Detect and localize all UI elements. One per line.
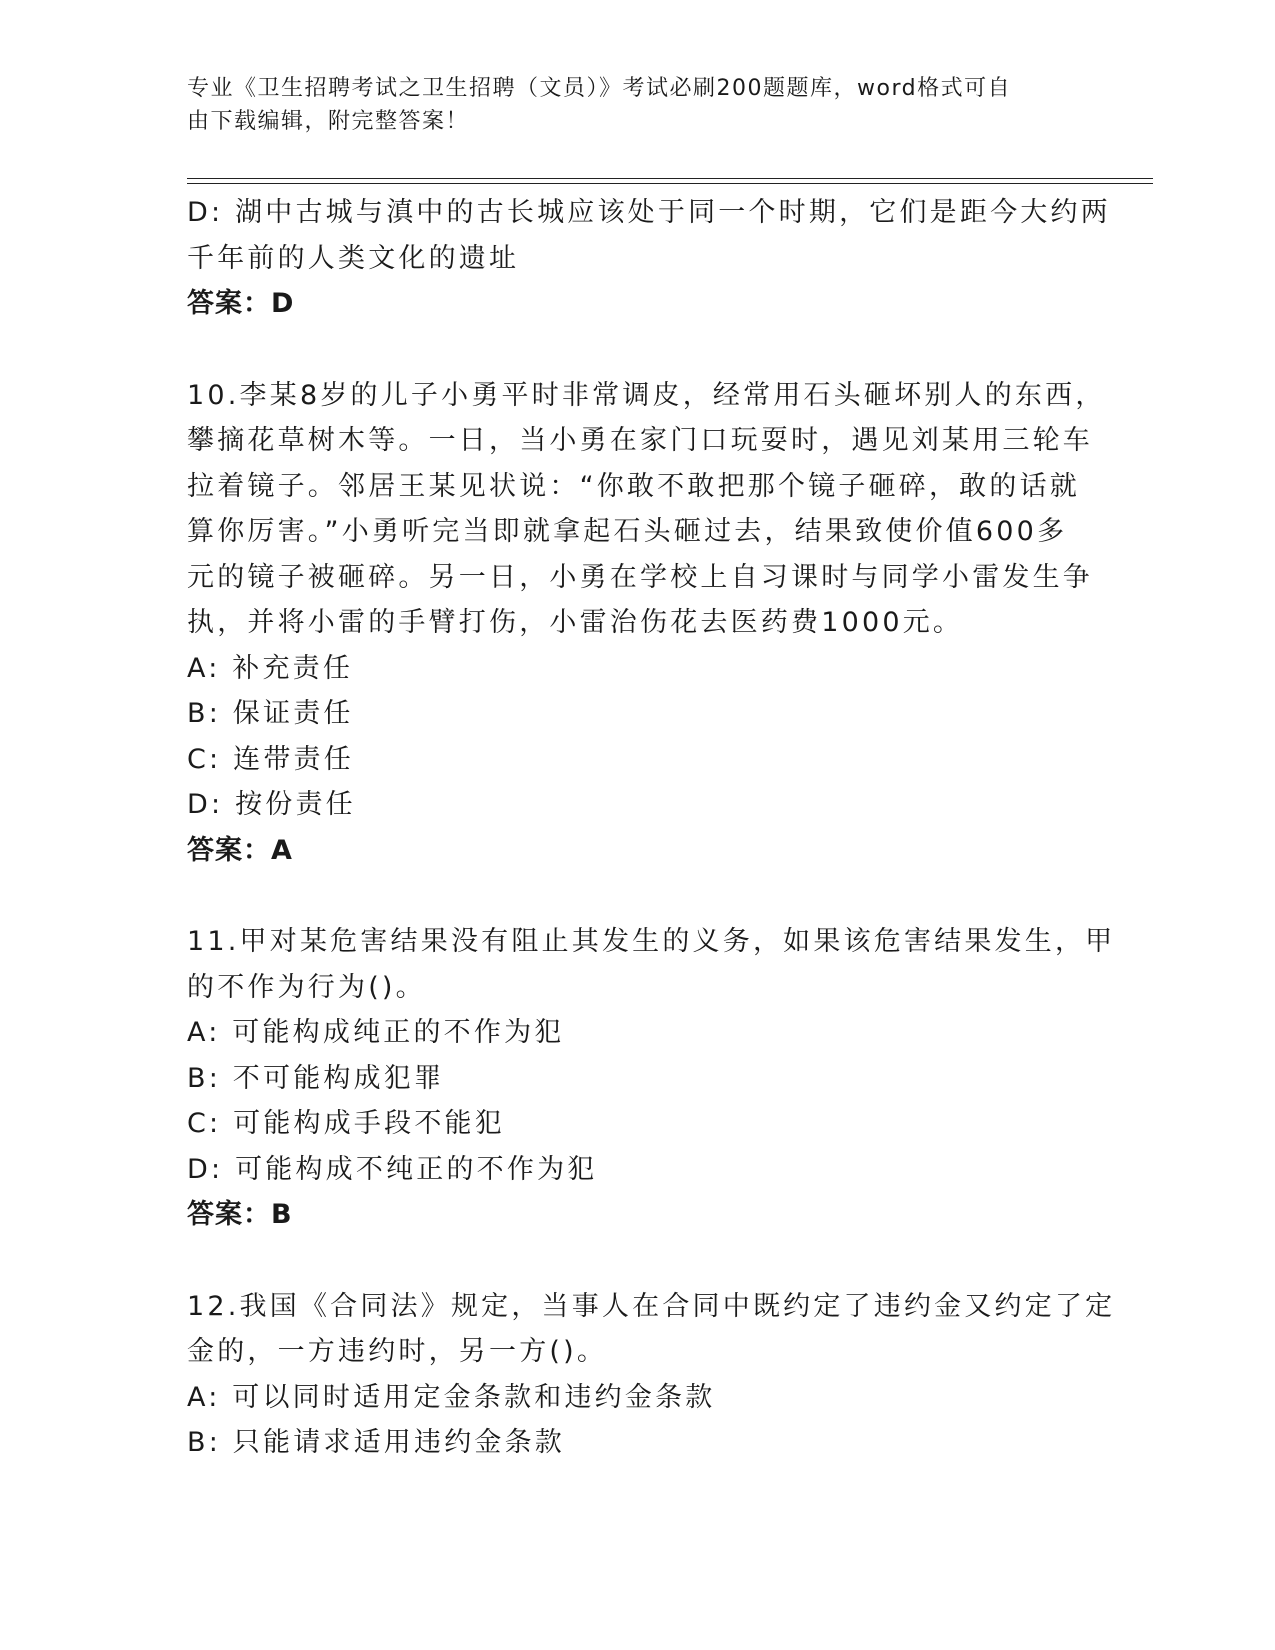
option-b: B: 只能请求适用违约金条款	[187, 1427, 566, 1458]
spacer	[187, 873, 1087, 919]
header-divider-top	[187, 178, 1153, 179]
spacer	[187, 1238, 1087, 1284]
spacer	[187, 327, 1087, 373]
answer: 答案：A	[187, 834, 293, 866]
option-d-line-1: D: 湖中古城与滇中的古长城应该处于同一个时期，它们是距今大约两	[187, 197, 1111, 228]
header-line-2: 由下载编辑，附完整答案！	[187, 109, 470, 134]
option-c: C: 可能构成手段不能犯	[187, 1108, 505, 1139]
question-text-line: 12.我国《合同法》规定，当事人在合同中既约定了违约金又约定了定	[187, 1290, 1116, 1322]
option-d-line-2: 千年前的人类文化的遗址	[187, 242, 520, 274]
question-11	[187, 919, 1116, 1238]
question-text-line: 元的镜子被砸碎。另一日，小勇在学校上自习课时与同学小雷发生争	[187, 561, 1093, 593]
question-list	[187, 190, 1116, 1466]
header-divider-bottom	[187, 183, 1153, 184]
option-d: D: 可能构成不纯正的不作为犯	[187, 1153, 598, 1185]
option-d: D: 按份责任	[187, 789, 356, 820]
question-10	[187, 373, 1106, 874]
question-text-line: 算你厉害。”小勇听完当即就拿起石头砸过去，结果致使价值600多	[187, 516, 1068, 547]
document-header	[187, 72, 1067, 138]
question-text-line: 的不作为行为()。	[187, 971, 426, 1003]
option-c: C: 连带责任	[187, 743, 354, 775]
question-text-line: 拉着镜子。邻居王某见状说：“你敢不敢把那个镜子砸碎，敢的话就	[187, 470, 1080, 502]
question-text-line: 执，并将小雷的手臂打伤，小雷治伤花去医药费1000元。	[187, 607, 964, 638]
question-text-line: 11.甲对某危害结果没有阻止其发生的义务，如果该危害结果发生，甲	[187, 926, 1116, 957]
question-text-line: 攀摘花草树木等。一日，当小勇在家门口玩耍时，遇见刘某用三轮车	[187, 425, 1093, 456]
question-text-line: 金的，一方违约时，另一方()。	[187, 1336, 608, 1367]
option-a: A: 可以同时适用定金条款和违约金条款	[187, 1381, 716, 1413]
option-a: A: 可能构成纯正的不作为犯	[187, 1017, 565, 1048]
question-12	[187, 1284, 1116, 1466]
option-b: B: 不可能构成犯罪	[187, 1062, 445, 1094]
answer: 答案：D	[187, 288, 295, 319]
option-b: B: 保证责任	[187, 698, 354, 729]
answer: 答案：B	[187, 1199, 293, 1230]
header-line-1: 专业《卫生招聘考试之卫生招聘（文员）》考试必刷200题题库，word格式可自	[187, 76, 1012, 101]
question-text-line: 10.李某8岁的儿子小勇平时非常调皮，经常用石头砸坏别人的东西，	[187, 379, 1106, 411]
option-a: A: 补充责任	[187, 652, 354, 684]
question-9-tail	[187, 190, 1111, 327]
